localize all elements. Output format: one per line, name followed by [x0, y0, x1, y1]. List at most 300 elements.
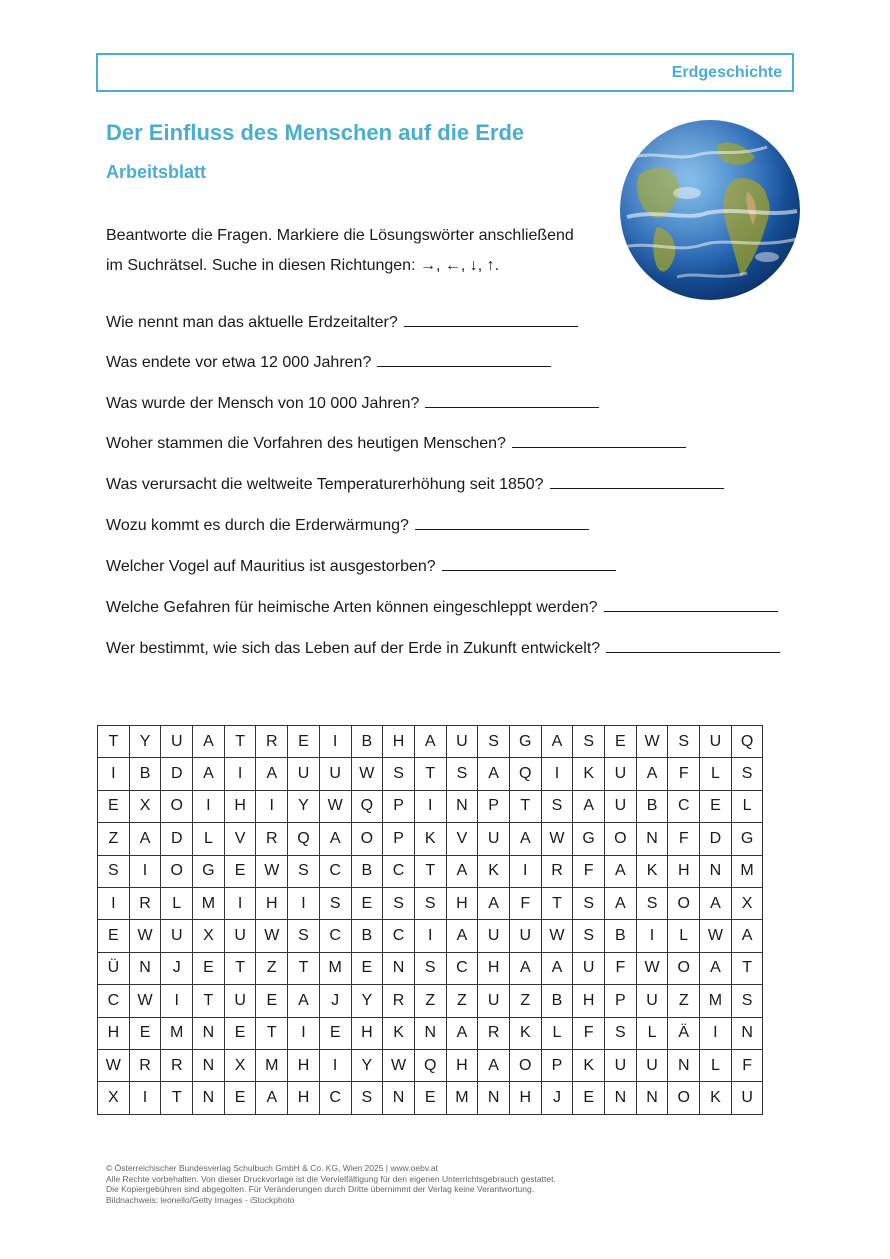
grid-cell[interactable]: H: [509, 1082, 541, 1114]
grid-cell[interactable]: S: [351, 1082, 383, 1114]
earth-globe-icon: [617, 117, 803, 303]
grid-cell[interactable]: K: [700, 1082, 732, 1114]
grid-cell[interactable]: P: [383, 823, 415, 855]
grid-cell[interactable]: F: [605, 952, 637, 984]
grid-cell[interactable]: A: [256, 758, 288, 790]
grid-cell[interactable]: A: [414, 726, 446, 758]
grid-cell[interactable]: O: [668, 1082, 700, 1114]
grid-cell[interactable]: P: [383, 790, 415, 822]
grid-cell[interactable]: E: [98, 920, 130, 952]
grid-cell[interactable]: Y: [288, 790, 320, 822]
grid-cell[interactable]: S: [383, 887, 415, 919]
grid-cell[interactable]: W: [319, 790, 351, 822]
answer-blank[interactable]: [606, 638, 780, 653]
grid-cell[interactable]: A: [636, 758, 668, 790]
grid-cell[interactable]: R: [129, 887, 161, 919]
grid-cell[interactable]: F: [668, 823, 700, 855]
grid-cell[interactable]: T: [414, 758, 446, 790]
image-credit-line: Bildnachweis: leonello/Getty Images - iStockphoto: [106, 1194, 295, 1205]
grid-cell[interactable]: U: [509, 920, 541, 952]
grid-cell[interactable]: J: [161, 952, 193, 984]
question-1: [106, 312, 578, 332]
grid-cell[interactable]: H: [478, 952, 510, 984]
grid-row: [98, 1017, 763, 1049]
grid-cell[interactable]: U: [478, 823, 510, 855]
grid-cell[interactable]: W: [256, 920, 288, 952]
grid-cell[interactable]: U: [605, 758, 637, 790]
grid-cell[interactable]: R: [383, 985, 415, 1017]
grid-cell[interactable]: I: [256, 790, 288, 822]
grid-cell[interactable]: B: [605, 920, 637, 952]
grid-cell[interactable]: R: [161, 1049, 193, 1081]
grid-cell[interactable]: R: [541, 855, 573, 887]
grid-cell[interactable]: I: [129, 855, 161, 887]
grid-row: [98, 758, 763, 790]
grid-cell[interactable]: W: [636, 952, 668, 984]
question-text: Welche Gefahren für heimische Arten können eingeschleppt werden?: [106, 599, 598, 616]
grid-cell[interactable]: W: [700, 920, 732, 952]
grid-cell[interactable]: D: [700, 823, 732, 855]
grid-cell[interactable]: I: [98, 758, 130, 790]
grid-cell[interactable]: N: [700, 855, 732, 887]
grid-row: [98, 887, 763, 919]
grid-cell[interactable]: S: [573, 920, 605, 952]
grid-cell[interactable]: K: [636, 855, 668, 887]
grid-cell[interactable]: F: [731, 1049, 763, 1081]
grid-cell[interactable]: A: [446, 920, 478, 952]
answer-blank[interactable]: [404, 312, 578, 327]
grid-cell[interactable]: P: [478, 790, 510, 822]
grid-cell[interactable]: S: [731, 985, 763, 1017]
question-4: [106, 433, 686, 453]
grid-cell[interactable]: I: [98, 887, 130, 919]
grid-cell[interactable]: I: [319, 1049, 351, 1081]
grid-cell[interactable]: S: [319, 887, 351, 919]
grid-cell[interactable]: Y: [129, 726, 161, 758]
grid-cell[interactable]: T: [224, 952, 256, 984]
grid-cell[interactable]: T: [541, 887, 573, 919]
grid-cell[interactable]: Z: [98, 823, 130, 855]
grid-cell[interactable]: L: [541, 1017, 573, 1049]
question-8: [106, 597, 778, 617]
grid-cell[interactable]: N: [193, 1049, 225, 1081]
grid-cell[interactable]: H: [446, 1049, 478, 1081]
grid-cell[interactable]: K: [573, 1049, 605, 1081]
grid-cell[interactable]: N: [446, 790, 478, 822]
grid-cell[interactable]: I: [288, 1017, 320, 1049]
grid-cell[interactable]: S: [573, 726, 605, 758]
grid-cell[interactable]: T: [256, 1017, 288, 1049]
grid-cell[interactable]: T: [509, 790, 541, 822]
question-text: Was wurde der Mensch von 10 000 Jahren?: [106, 395, 420, 412]
grid-cell[interactable]: M: [731, 855, 763, 887]
grid-cell[interactable]: I: [193, 790, 225, 822]
grid-cell[interactable]: L: [193, 823, 225, 855]
grid-cell[interactable]: S: [288, 920, 320, 952]
grid-row: [98, 1082, 763, 1114]
grid-cell[interactable]: C: [319, 920, 351, 952]
grid-cell[interactable]: T: [193, 985, 225, 1017]
grid-cell[interactable]: A: [446, 855, 478, 887]
grid-cell[interactable]: D: [161, 823, 193, 855]
grid-cell[interactable]: Q: [414, 1049, 446, 1081]
grid-cell[interactable]: U: [161, 920, 193, 952]
grid-cell[interactable]: P: [541, 1049, 573, 1081]
grid-cell[interactable]: W: [98, 1049, 130, 1081]
grid-cell[interactable]: P: [605, 985, 637, 1017]
question-text: Wozu kommt es durch die Erderwärmung?: [106, 517, 409, 534]
grid-cell[interactable]: A: [700, 887, 732, 919]
grid-row: [98, 790, 763, 822]
grid-cell[interactable]: S: [478, 726, 510, 758]
grid-row: [98, 855, 763, 887]
grid-cell[interactable]: T: [224, 726, 256, 758]
grid-cell[interactable]: S: [668, 726, 700, 758]
grid-cell[interactable]: E: [605, 726, 637, 758]
grid-cell[interactable]: U: [636, 1049, 668, 1081]
grid-cell[interactable]: F: [668, 758, 700, 790]
grid-cell[interactable]: W: [541, 823, 573, 855]
grid-cell[interactable]: S: [414, 952, 446, 984]
grid-cell[interactable]: A: [605, 887, 637, 919]
grid-cell[interactable]: E: [351, 952, 383, 984]
question-text: Was verursacht die weltweite Temperaturerhöhung seit 1850?: [106, 476, 544, 493]
grid-cell[interactable]: N: [605, 1082, 637, 1114]
grid-cell[interactable]: E: [129, 1017, 161, 1049]
grid-cell[interactable]: N: [193, 1017, 225, 1049]
answer-blank[interactable]: [604, 597, 778, 612]
grid-cell[interactable]: U: [731, 1082, 763, 1114]
grid-cell[interactable]: A: [700, 952, 732, 984]
grid-cell[interactable]: R: [256, 726, 288, 758]
grid-cell[interactable]: I: [509, 855, 541, 887]
instruction-line-1: Beantworte die Fragen. Markiere die Lösungswörter anschließend: [106, 227, 574, 244]
grid-cell[interactable]: N: [383, 1082, 415, 1114]
grid-cell[interactable]: M: [256, 1049, 288, 1081]
grid-cell[interactable]: K: [573, 758, 605, 790]
grid-cell[interactable]: J: [319, 985, 351, 1017]
footer: [106, 1163, 556, 1205]
grid-cell[interactable]: N: [129, 952, 161, 984]
grid-cell[interactable]: H: [573, 985, 605, 1017]
answer-blank[interactable]: [512, 433, 686, 448]
grid-cell[interactable]: W: [129, 920, 161, 952]
grid-cell[interactable]: A: [573, 790, 605, 822]
grid-cell[interactable]: I: [541, 758, 573, 790]
grid-cell[interactable]: U: [161, 726, 193, 758]
grid-cell[interactable]: X: [129, 790, 161, 822]
grid-cell[interactable]: I: [161, 985, 193, 1017]
grid-cell[interactable]: O: [668, 887, 700, 919]
grid-cell[interactable]: H: [98, 1017, 130, 1049]
grid-cell[interactable]: I: [129, 1082, 161, 1114]
grid-cell[interactable]: Q: [731, 726, 763, 758]
answer-blank[interactable]: [442, 556, 616, 571]
grid-row: [98, 952, 763, 984]
grid-cell[interactable]: B: [351, 726, 383, 758]
grid-cell[interactable]: A: [193, 758, 225, 790]
grid-cell[interactable]: C: [319, 855, 351, 887]
grid-cell[interactable]: O: [161, 790, 193, 822]
grid-cell[interactable]: N: [636, 823, 668, 855]
grid-cell[interactable]: C: [668, 790, 700, 822]
grid-cell[interactable]: Q: [351, 790, 383, 822]
grid-cell[interactable]: M: [161, 1017, 193, 1049]
grid-cell[interactable]: C: [383, 920, 415, 952]
grid-cell[interactable]: U: [224, 920, 256, 952]
grid-cell[interactable]: S: [731, 758, 763, 790]
grid-cell[interactable]: E: [224, 855, 256, 887]
grid-row: [98, 920, 763, 952]
grid-cell[interactable]: L: [636, 1017, 668, 1049]
grid-cell[interactable]: X: [193, 920, 225, 952]
grid-cell[interactable]: O: [605, 823, 637, 855]
grid-cell[interactable]: K: [383, 1017, 415, 1049]
grid-cell[interactable]: W: [383, 1049, 415, 1081]
grid-cell[interactable]: C: [383, 855, 415, 887]
instruction-line-2: im Suchrätsel. Suche in diesen Richtungen: →, ←, ↓, ↑.: [106, 257, 500, 274]
question-9: [106, 638, 780, 658]
grid-cell[interactable]: L: [161, 887, 193, 919]
grid-cell[interactable]: A: [446, 1017, 478, 1049]
grid-cell[interactable]: E: [700, 790, 732, 822]
grid-cell[interactable]: A: [541, 726, 573, 758]
page-title: Der Einfluss des Menschen auf die Erde: [106, 120, 525, 145]
grid-cell[interactable]: E: [193, 952, 225, 984]
grid-cell[interactable]: C: [446, 952, 478, 984]
grid-cell[interactable]: S: [383, 758, 415, 790]
grid-cell[interactable]: I: [224, 758, 256, 790]
grid-cell[interactable]: O: [509, 1049, 541, 1081]
grid-cell[interactable]: B: [129, 758, 161, 790]
grid-cell[interactable]: U: [573, 952, 605, 984]
header-box: [96, 53, 794, 92]
grid-row: [98, 823, 763, 855]
grid-cell[interactable]: O: [351, 823, 383, 855]
grid-cell[interactable]: S: [541, 790, 573, 822]
grid-cell[interactable]: X: [731, 887, 763, 919]
grid-cell[interactable]: H: [288, 1049, 320, 1081]
answer-blank[interactable]: [415, 515, 589, 530]
grid-cell[interactable]: I: [414, 790, 446, 822]
grid-cell[interactable]: D: [161, 758, 193, 790]
answer-blank[interactable]: [550, 474, 724, 489]
question-text: Welcher Vogel auf Mauritius ist ausgestorben?: [106, 558, 436, 575]
grid-cell[interactable]: A: [256, 1082, 288, 1114]
grid-cell[interactable]: S: [414, 887, 446, 919]
grid-cell[interactable]: A: [509, 823, 541, 855]
grid-cell[interactable]: I: [224, 887, 256, 919]
grid-cell[interactable]: F: [509, 887, 541, 919]
grid-cell[interactable]: M: [193, 887, 225, 919]
grid-cell[interactable]: M: [446, 1082, 478, 1114]
grid-cell[interactable]: U: [605, 1049, 637, 1081]
grid-cell[interactable]: H: [446, 887, 478, 919]
grid-cell[interactable]: J: [541, 1082, 573, 1114]
grid-cell[interactable]: I: [288, 887, 320, 919]
grid-cell[interactable]: W: [256, 855, 288, 887]
grid-cell[interactable]: N: [636, 1082, 668, 1114]
grid-cell[interactable]: S: [573, 887, 605, 919]
grid-cell[interactable]: A: [731, 920, 763, 952]
grid-cell[interactable]: A: [478, 758, 510, 790]
grid-cell[interactable]: H: [288, 1082, 320, 1114]
grid-cell[interactable]: E: [319, 1017, 351, 1049]
grid-cell[interactable]: N: [478, 1082, 510, 1114]
grid-cell[interactable]: Z: [414, 985, 446, 1017]
question-5: [106, 474, 724, 494]
answer-blank[interactable]: [425, 393, 599, 408]
grid-cell[interactable]: U: [700, 726, 732, 758]
grid-cell[interactable]: R: [256, 823, 288, 855]
grid-cell[interactable]: F: [573, 1017, 605, 1049]
grid-cell[interactable]: M: [700, 985, 732, 1017]
grid-cell[interactable]: Z: [509, 985, 541, 1017]
grid-cell[interactable]: Y: [351, 985, 383, 1017]
word-search-grid: [97, 725, 763, 1115]
grid-cell[interactable]: L: [700, 758, 732, 790]
copyright-line: © Österreichischer Bundesverlag Schulbuch GmbH & Co. KG, Wien 2025 | www.oebv.at: [106, 1163, 438, 1173]
grid-cell[interactable]: O: [668, 952, 700, 984]
grid-cell[interactable]: W: [351, 758, 383, 790]
grid-cell[interactable]: N: [668, 1049, 700, 1081]
question-text: Was endete vor etwa 12 000 Jahren?: [106, 354, 372, 371]
grid-cell[interactable]: U: [605, 790, 637, 822]
question-6: [106, 515, 589, 535]
grid-cell[interactable]: X: [224, 1049, 256, 1081]
grid-cell[interactable]: L: [731, 790, 763, 822]
grid-cell[interactable]: W: [541, 920, 573, 952]
grid-cell[interactable]: K: [478, 855, 510, 887]
grid-cell[interactable]: L: [700, 1049, 732, 1081]
grid-cell[interactable]: A: [288, 985, 320, 1017]
grid-cell[interactable]: Z: [668, 985, 700, 1017]
grid-cell[interactable]: R: [129, 1049, 161, 1081]
grid-cell[interactable]: H: [256, 887, 288, 919]
grid-cell[interactable]: T: [288, 952, 320, 984]
grid-cell[interactable]: Z: [256, 952, 288, 984]
grid-cell[interactable]: A: [193, 726, 225, 758]
subject-label: Erdgeschichte: [671, 64, 782, 81]
grid-cell[interactable]: H: [224, 790, 256, 822]
grid-row: [98, 726, 763, 758]
grid-cell[interactable]: T: [731, 952, 763, 984]
grid-cell[interactable]: B: [636, 790, 668, 822]
grid-cell[interactable]: B: [351, 855, 383, 887]
grid-cell[interactable]: G: [509, 726, 541, 758]
grid-cell[interactable]: E: [573, 1082, 605, 1114]
grid-cell[interactable]: S: [636, 887, 668, 919]
grid-cell[interactable]: G: [193, 855, 225, 887]
rights-line: Alle Rechte vorbehalten. Von dieser Druckvorlage ist die Vervielfältigung für den eigenen Unterrichtsgebrauch gestattet.: [106, 1173, 556, 1184]
grid-cell[interactable]: G: [731, 823, 763, 855]
grid-cell[interactable]: E: [414, 1082, 446, 1114]
grid-cell[interactable]: Ü: [98, 952, 130, 984]
grid-cell[interactable]: I: [636, 920, 668, 952]
grid-cell[interactable]: C: [98, 985, 130, 1017]
grid-cell[interactable]: S: [605, 1017, 637, 1049]
grid-cell[interactable]: O: [161, 855, 193, 887]
grid-cell[interactable]: A: [478, 1049, 510, 1081]
grid-cell[interactable]: U: [446, 726, 478, 758]
grid-cell[interactable]: N: [383, 952, 415, 984]
grid-cell[interactable]: H: [351, 1017, 383, 1049]
grid-cell[interactable]: B: [541, 985, 573, 1017]
grid-cell[interactable]: V: [446, 823, 478, 855]
grid-cell[interactable]: U: [224, 985, 256, 1017]
grid-cell[interactable]: T: [98, 726, 130, 758]
answer-blank[interactable]: [377, 352, 551, 367]
grid-cell[interactable]: M: [319, 952, 351, 984]
grid-cell[interactable]: Q: [509, 758, 541, 790]
grid-cell[interactable]: A: [605, 855, 637, 887]
grid-cell[interactable]: L: [668, 920, 700, 952]
question-text: Wer bestimmt, wie sich das Leben auf der Erde in Zukunft entwickelt?: [106, 640, 601, 657]
grid-cell[interactable]: A: [541, 952, 573, 984]
grid-cell[interactable]: E: [288, 726, 320, 758]
grid-cell[interactable]: C: [319, 1082, 351, 1114]
grid-cell[interactable]: W: [636, 726, 668, 758]
grid-cell[interactable]: S: [446, 758, 478, 790]
grid-cell[interactable]: A: [478, 887, 510, 919]
question-text: Woher stammen die Vorfahren des heutigen Menschen?: [106, 435, 506, 452]
grid-cell[interactable]: Z: [446, 985, 478, 1017]
grid-cell[interactable]: A: [129, 823, 161, 855]
grid-cell[interactable]: U: [478, 985, 510, 1017]
grid-cell[interactable]: H: [383, 726, 415, 758]
grid-cell[interactable]: Ä: [668, 1017, 700, 1049]
grid-cell[interactable]: T: [161, 1082, 193, 1114]
grid-cell[interactable]: A: [509, 952, 541, 984]
page-subtitle: Arbeitsblatt: [106, 162, 207, 182]
grid-cell[interactable]: N: [414, 1017, 446, 1049]
grid-cell[interactable]: H: [668, 855, 700, 887]
grid-cell[interactable]: Y: [351, 1049, 383, 1081]
grid-cell[interactable]: I: [319, 726, 351, 758]
grid-cell[interactable]: U: [319, 758, 351, 790]
grid-cell[interactable]: U: [478, 920, 510, 952]
grid-cell[interactable]: B: [351, 920, 383, 952]
grid-cell[interactable]: E: [256, 985, 288, 1017]
grid-cell[interactable]: N: [731, 1017, 763, 1049]
question-3: [106, 393, 599, 413]
question-2: [106, 352, 551, 372]
grid-cell[interactable]: S: [288, 855, 320, 887]
grid-cell[interactable]: S: [98, 855, 130, 887]
grid-cell[interactable]: E: [351, 887, 383, 919]
grid-cell[interactable]: I: [700, 1017, 732, 1049]
grid-cell[interactable]: X: [98, 1082, 130, 1114]
grid-cell[interactable]: E: [98, 790, 130, 822]
grid-cell[interactable]: A: [319, 823, 351, 855]
grid-cell[interactable]: Q: [288, 823, 320, 855]
grid-cell[interactable]: K: [414, 823, 446, 855]
grid-cell[interactable]: G: [573, 823, 605, 855]
grid-cell[interactable]: U: [288, 758, 320, 790]
grid-cell[interactable]: W: [129, 985, 161, 1017]
grid-cell[interactable]: I: [414, 920, 446, 952]
grid-cell[interactable]: N: [193, 1082, 225, 1114]
grid-cell[interactable]: E: [224, 1082, 256, 1114]
grid-cell[interactable]: K: [509, 1017, 541, 1049]
grid-cell[interactable]: R: [478, 1017, 510, 1049]
question-text: Wie nennt man das aktuelle Erdzeitalter?: [106, 314, 398, 331]
grid-cell[interactable]: U: [636, 985, 668, 1017]
grid-cell[interactable]: E: [224, 1017, 256, 1049]
grid-cell[interactable]: V: [224, 823, 256, 855]
grid-cell[interactable]: F: [573, 855, 605, 887]
grid-cell[interactable]: T: [414, 855, 446, 887]
